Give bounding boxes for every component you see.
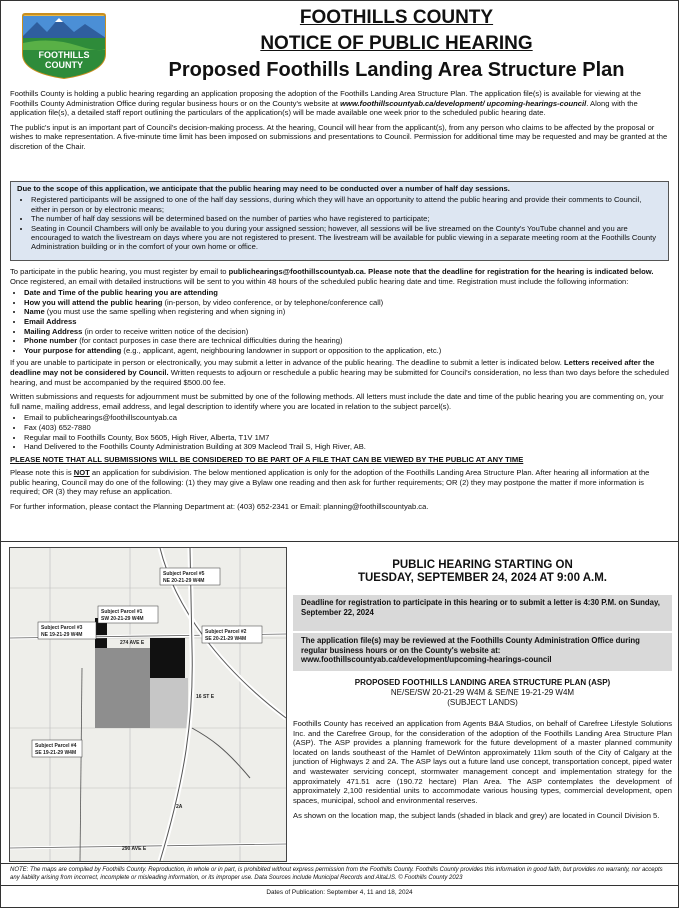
divider [1,541,678,542]
svg-text:SE 19-21-29 W4M: SE 19-21-29 W4M [35,750,77,756]
road-label: 16 ST E [196,694,215,700]
asp-heading: PROPOSED FOOTHILLS LANDING AREA STRUCTURE PLAN (ASP) NE/SE/SW 20-21-29 W4M & SE/NE 19-21-29 W4M (SUBJECT LANDS) [354,678,611,707]
hearing-start: PUBLIC HEARING STARTING ON TUESDAY, SEPTEMBER 24, 2024 AT 9:00 A.M. [357,559,608,584]
list-item: • Regular mail to Foothills County, Box 5605, High River, Alberta, T1V 1M7 [24,433,669,443]
list-item: • How you will attend the public hearing (in-person, by video conference, or by telephone/conference call) [24,298,669,308]
registration-section [10,267,669,517]
registration-deadline-box: Deadline for registration to participate in this hearing or to submit a letter is 4:30 P.M. on Sunday, September 22, 2024 [293,595,672,631]
list-item: • The number of half day sessions will be determined based on the number of parties who have registered to participate; [31,214,662,223]
list-item: • Date and Time of the public hearing you are attending [24,288,669,298]
svg-text:SW 20-21-29 W4M: SW 20-21-29 W4M [101,616,144,622]
subject-parcel-shade [150,678,188,728]
divider [1,863,678,864]
logo-text-foothills: FOOTHILLS [38,50,90,60]
list-item: • Your purpose for attending (e.g., applicant, agent, neighbouring landowner in support or opposition to the application, etc.) [24,346,669,356]
registration-requirements [16,288,669,355]
subdivision-paragraph: Please note this is NOT an application for subdivision. The below mentioned application is only for the adoption of the Foothills Landing Area Structure Plan. After hearing all information at the public hearing, Council may do one of the following: (1) they may give a Bylaw one reading and then ask for further requirements; OR (2) they may postpone the matter if more information is required; OR (3) they may refuse an application. [10,468,650,497]
notice-box-title: Due to the scope of this application, we anticipate that the public hearing may need to be conducted over a number of half day sessions. [17,184,510,193]
svg-text:Subject Parcel #2: Subject Parcel #2 [205,629,247,635]
page-title: FOOTHILLS COUNTY [299,7,494,28]
list-item: • Hand Delivered to the Foothills County Administration Building at 309 Macleod Trail S, High River, AB. [24,442,669,452]
list-item: • Email Address [24,317,669,327]
application-review-box: The application file(s) may be reviewed at the Foothills County Administration Office during regular business hours or on the County's website at: www.foothillscountyab.ca/development/upcoming-hearings-council [293,633,672,671]
road-label: 290 AVE E [122,846,147,852]
list-item: • Name (you must use the same spelling when registering and when signing in) [24,307,669,317]
subject-parcel-black [150,638,185,678]
submission-methods-list [16,413,669,451]
svg-text:SE 20-21-29 W4M: SE 20-21-29 W4M [205,636,247,642]
location-map [9,547,287,862]
intro-paragraph-1: Foothills County is holding a public hearing regarding an application proposing the adoption of the Foothills Landing Area Structure Plan. The application file(s) is available for viewing at the Foothills County Administration Office during regular business hours or on the County's website at www.foothillscountyab.ca/development/ upcoming-hearings-council. Along with the application file(s), a detailed staff report outlining the particulars of the application(s) will be made available one week prior to the scheduled public hearing date. [10,89,641,118]
publication-dates: Dates of Publication: September 4, 11 and 18, 2024 [266,889,413,896]
map-disclaimer: NOTE: The maps are compiled by Foothills County. Reproduction, in whole or in part, is prohibited without express permission from the Foothills County. Foothills County provides this information in good faith, but provides no warranty, nor accepts any liability arising from incorrect, incomplete or misleading information, or its improper use. Data Sources include Municipal Records and AltaLIS. © Foothills County 2023 [10,867,663,881]
road-label: 274 AVE E [120,640,145,646]
notice-box-list [23,195,662,251]
public-record-note: PLEASE NOTE THAT ALL SUBMISSIONS WILL BE CONSIDERED TO BE PART OF A FILE THAT CAN BE VIEWED BY THE PUBLIC AT ANY TIME [10,454,524,464]
list-item: • Seating in Council Chambers will only be available to you during your assigned session; however, all sessions will be live streamed on the County's YouTube channel and you are encouraged to watch the livestream on days where you are not registered to present. The livestream will be available for public viewing in a separate meeting room at the Foothills County Administration building or in the comfort of your own home or office. [31,224,662,252]
foothills-county-logo [19,10,109,80]
location-map-drawing [10,548,286,861]
intro-section [10,89,669,157]
plan-heading: Proposed Foothills Landing Area Structure Plan [168,59,625,81]
parcel-label-2 [202,626,262,643]
registration-paragraph: To participate in the public hearing, you must register by email to publichearings@foothillscountyab.ca. Please note that the deadline for registration for the hearing is indicated below. Once registered, an email with detailed instructions will be sent to you within 48 hours of the scheduled public hearing date and time. Registration must include the following information: [10,267,654,286]
road-label: 2A [176,804,183,810]
hearing-details-panel [293,547,672,860]
asp-description: Foothills County has received an application from Agents B&A Studios, on behalf of Carefree Lifestyle Solutions Inc. and the Carefree Group, for the consideration of the adoption of the Foothills Landing Area Structure Plan (ASP). The ASP provides a planning framework for the future development of a master planned community located on lands southeast of the Hamlet of DeWinton approximately 11km south of the City of Calgary at the junction of Highways 2 and 2A. The ASP lays out a future land use concept, transportation concept, piped water and wastewater servicing concept, stormwater management concept and implementation strategy for the approximately 471.51 acre (190.72 hectare) Plan Area. The ASP contemplates the development of approximately 2,100 residential units to accommodate various housing types, commercial development, open spaces, municipal, school and environmental reserves. As shown on the location map, the subject lands (shaded in black and grey) are located in Council Division 5. [293,719,672,821]
notice-heading: NOTICE OF PUBLIC HEARING [260,33,533,54]
list-item: • Mailing Address (in order to receive written notice of the decision) [24,327,669,337]
svg-text:Subject Parcel #1: Subject Parcel #1 [101,609,143,615]
parcel-label-1 [98,606,158,623]
parcel-label-5 [160,568,220,585]
website-link[interactable]: www.foothillscountyab.ca/development/ upcoming-hearings-council [340,98,587,108]
submission-methods-paragraph: Written submissions and requests for adjournment must be submitted by one of the following methods. All letters must include the date and time of the public hearing you are commenting on, your full name, mailing address, email address, and legal description to identify where you are located in relation to the subject parcel(s). [10,392,664,411]
registration-email[interactable]: publichearings@foothillscountyab.ca. Please note that the deadline for registration for the hearing is indicated below. [228,267,654,276]
letter-paragraph: If you are unable to participate in person or electronically, you may submit a letter in advance of the public hearing. The deadline to submit a letter is indicated below. Letters received after the deadline may not be considered by Council. Written requests to adjourn or reschedule a public hearing may be submitted for Council's consideration, no less than two days before the scheduled hearing, and must be accompanied by the required $500.00 fee. [10,358,669,387]
parcel-label-4 [32,740,82,757]
list-item: • Phone number (for contact purposes in case there are technical difficulties during the hearing) [24,336,669,346]
svg-text:Subject Parcel #5: Subject Parcel #5 [163,571,205,577]
divider [1,885,678,886]
svg-text:NE 20-21-29 W4M: NE 20-21-29 W4M [163,578,205,584]
svg-text:Subject Parcel #3: Subject Parcel #3 [41,625,83,631]
contact-paragraph: For further information, please contact the Planning Department at: (403) 652-2341 or Email: planning@foothillscountyab.ca. [10,502,429,512]
subject-parcel-shade [95,648,150,728]
parcel-label-3 [38,622,96,639]
list-item: • Registered participants will be assigned to one of the half day sessions, during which they will have an opportunity to attend the public hearing and provide their comments to Council, either in person or by electronic means; [31,195,662,214]
svg-text:NE 19-21-29 W4M: NE 19-21-29 W4M [41,632,83,638]
list-item: • Email to publichearings@foothillscountyab.ca [24,413,669,423]
list-item: • Fax (403) 652-7880 [24,423,669,433]
half-day-sessions-box [10,181,669,261]
svg-text:Subject Parcel #4: Subject Parcel #4 [35,743,77,749]
logo-text-county: COUNTY [45,60,83,70]
intro-paragraph-2: The public's input is an important part of Council's decision-making process. At the hearing, Council will hear from the applicant(s), from any person who claims to be affected by the proposal or wishes to make representation. A five-minute time limit has been imposed on submissions and presentations to Council. Permission for additional time may be requested and may be granted at the discretion of the Chair. [10,122,668,151]
